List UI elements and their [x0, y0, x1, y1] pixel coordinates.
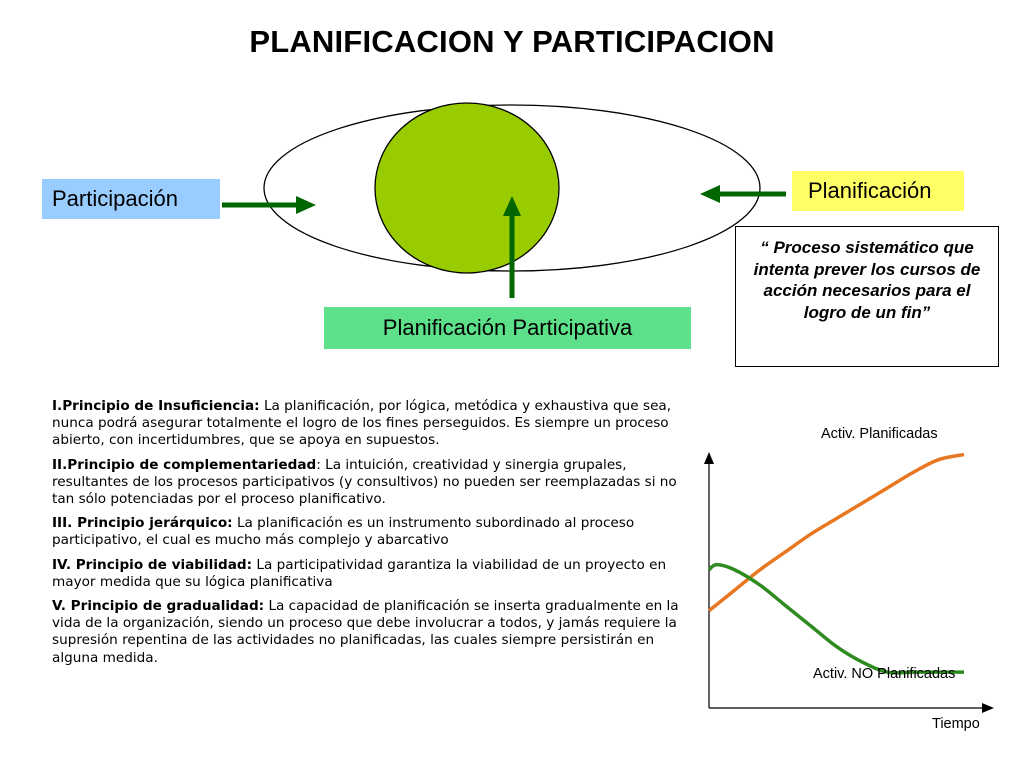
- arrow-participacion: [222, 196, 316, 214]
- participacion-box: Participación: [42, 179, 220, 219]
- principle-3: [52, 515, 680, 549]
- principles-list: [52, 398, 680, 674]
- principle-4: [52, 557, 680, 591]
- page-title: PLANIFICACION Y PARTICIPACION: [249, 24, 775, 59]
- principle-text: La capacidad de planificación se inserta gradualmente en la vida de la organización, siendo un proceso que debe involucrar a todos, y jamás requiere la supresión repentina de las actividades no planificadas, las cuales siempre persistirán en alguna medida.: [52, 598, 679, 666]
- chart-series-group: [709, 455, 964, 673]
- principle-5: [52, 598, 680, 667]
- series-label-no-planificadas: Activ. NO Planificadas: [813, 666, 956, 682]
- principle-heading: III. Principio jerárquico:: [52, 515, 233, 532]
- principle-heading: IV. Principio de viabilidad:: [52, 556, 253, 573]
- principle-text: : La intuición, creatividad y sinergia grupales, resultantes de los procesos participativos (y consultivos) no pueden ser reemplazadas si no tan sólo potenciadas por el proceso planificativo.: [52, 456, 677, 508]
- principle-text: La planificación, por lógica, metódica y exhaustiva que sea, nunca podrá asegurar totalmente el logro de los fines perseguidos. Es siempre un proceso abierto, con incertidumbres, que se apoya en supuestos.: [52, 398, 672, 449]
- inner-ellipse: [375, 103, 559, 273]
- principle-text: La planificación es un instrumento subordinado al proceso participativo, el cual es mucho más complejo y abarcativo: [52, 515, 635, 549]
- series-line-planificadas: [709, 455, 964, 611]
- principle-text: La participatividad garantiza la viabilidad de un proyecto en mayor medida que su lógica planificativa: [52, 556, 667, 590]
- principle-heading: I.Principio de Insuficiencia:: [52, 398, 260, 414]
- principle-heading: II.Principio de complementariedad: [52, 456, 317, 473]
- principle-1: [52, 398, 680, 450]
- principle-heading: V. Principio de gradualidad:: [52, 598, 265, 615]
- series-label-planificadas: Activ. Planificadas: [821, 426, 938, 442]
- planificacion-participativa-box: Planificación Participativa: [324, 307, 691, 349]
- planificacion-box: Planificación: [792, 171, 964, 211]
- x-axis-label: Tiempo: [932, 716, 980, 732]
- arrow-planificacion: [700, 185, 786, 203]
- principle-2: [52, 457, 680, 509]
- definition-box: “ Proceso sistemático que intenta prever los cursos de acción necesarios para el logro de un fin”: [735, 226, 999, 367]
